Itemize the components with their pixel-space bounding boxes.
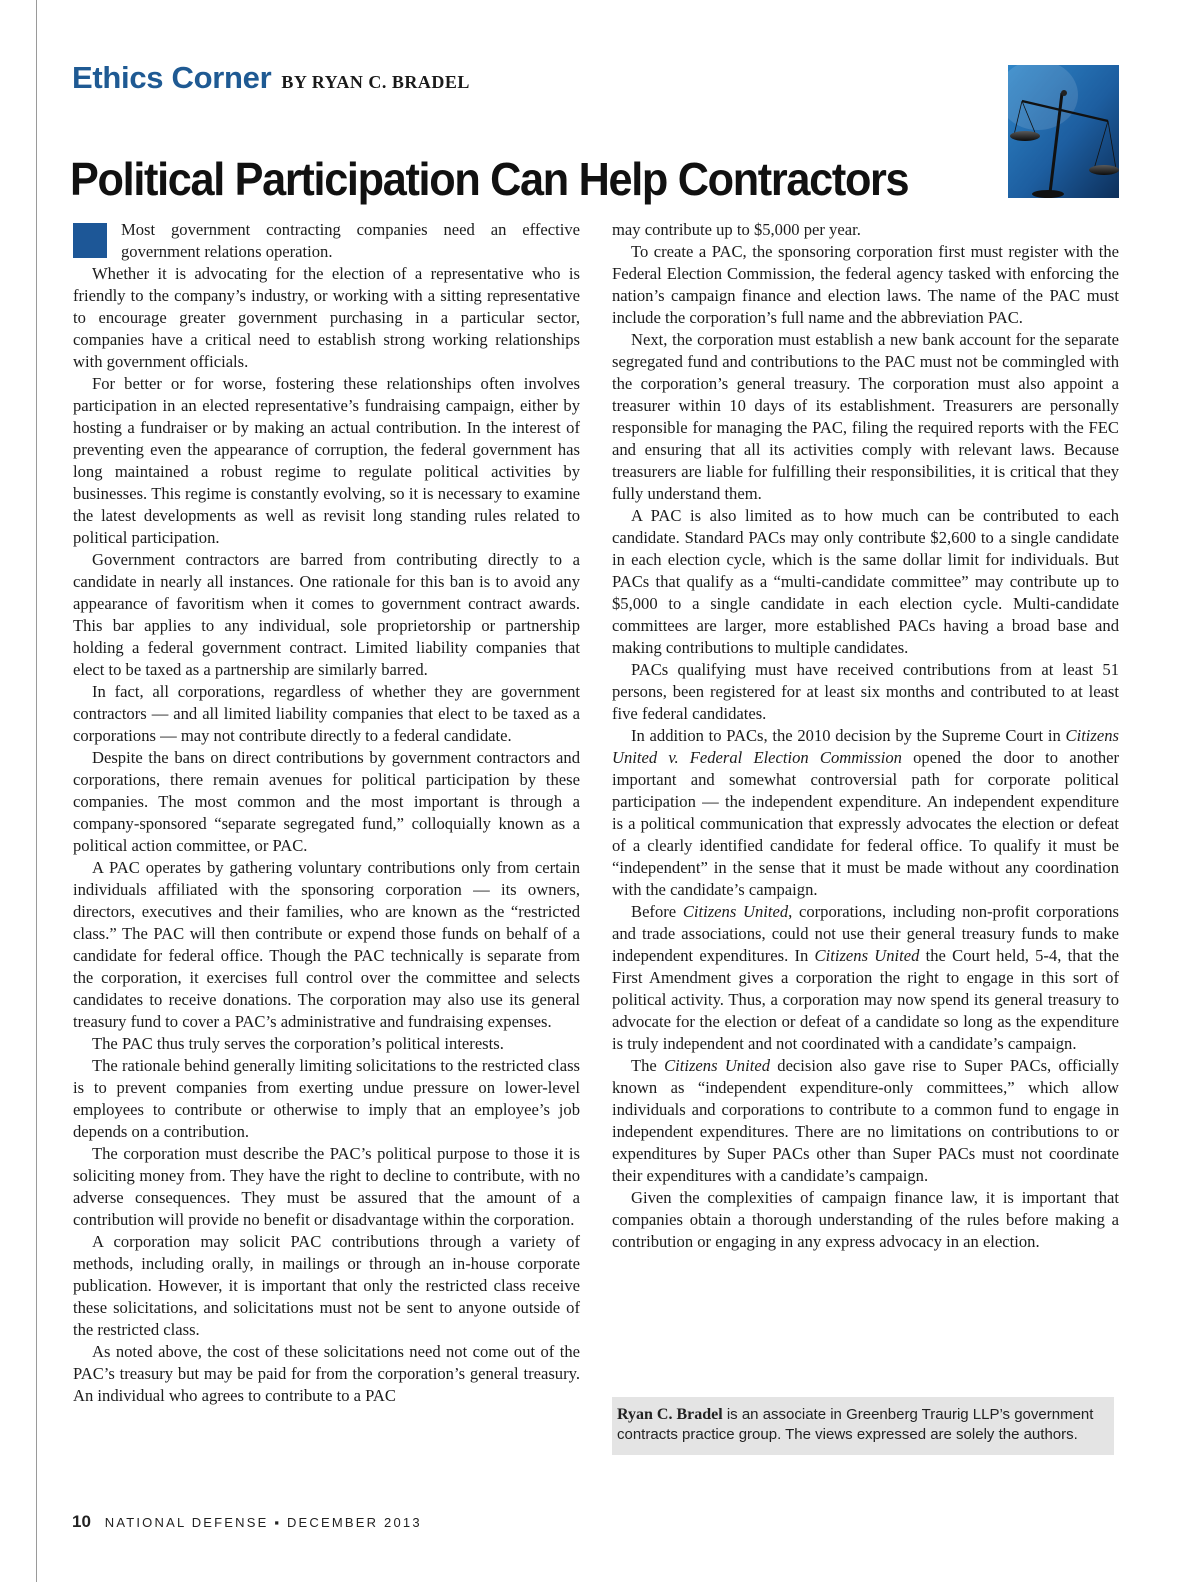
byline: BY RYAN C. BRADEL (281, 72, 470, 92)
article-paragraph: Next, the corporation must establish a new bank account for the separate segregated fund and contributions to the PAC must not be commingled with the corporation’s general treasury. The corporation must also appoint a treasurer within 10 days of its establishment. Treasurers are personally responsible for managing the PAC, filing the required reports with the FEC and ensuring that all its activities comply with relevant laws. Because treasurers are liable for fulfilling their responsibilities, it is critical that they fully understand them. (612, 330, 1119, 503)
article-paragraph: Government contractors are barred from contributing directly to a candidate in nearly all instances. One rationale for this ban is to avoid any appearance of favoritism when it comes to government contract awards. This bar applies to any individual, sole proprietorship or partnership holding a federal government contract. Limited liability companies that elect to be taxed as a partnership are similarly barred. (73, 550, 580, 679)
article-column-left (73, 219, 580, 1407)
author-bio-box (612, 1397, 1114, 1455)
footer-separator: ▪ (274, 1515, 282, 1530)
article-paragraph: The corporation must describe the PAC’s political purpose to those it is soliciting money from. They have the right to decline to contribute, with no adverse consequences. They must be assured that the amount of a contribution will provide no benefit or disadvantage within the corporation. (73, 1144, 580, 1229)
article-paragraph: A corporation may solicit PAC contributions through a variety of methods, including orally, in mailings or through an in-house corporate publication. However, it is important that only the restricted class receive these solicitations, and solicitations must not be sent to anyone outside of the restricted class. (73, 1232, 580, 1339)
article-paragraph: PACs qualifying must have received contributions from at least 51 persons, been registered for at least six months and contributed to at least five federal candidates. (612, 660, 1119, 723)
article-header (72, 60, 470, 96)
article-paragraph: A PAC operates by gathering voluntary contributions only from certain individuals affiliated with the sponsoring corporation — its owners, directors, executives and their families, who are known as the “restricted class.” The PAC will then contribute or expend those funds on behalf of a candidate for federal office. Though the PAC technically is separate from the corporation, it exercises full control over the committee and selects candidates to receive donations. The corporation may also use its general treasury fund to cover a PAC’s administrative and fundraising expenses. (73, 858, 580, 1031)
article-paragraph: Given the complexities of campaign finance law, it is important that companies obtain a thorough understanding of the rules before making a contribution or engaging in any express advocacy in an election. (612, 1188, 1119, 1251)
article-column-right (612, 219, 1119, 1253)
page-gutter-rule (36, 0, 37, 1582)
author-bio: is an associate in Greenberg Traurig LLP’s government contracts practice group. The views expressed are solely the authors. (617, 1406, 1094, 1443)
case-name: Citizens United (664, 1056, 770, 1075)
article-paragraph: In addition to PACs, the 2010 decision by the Supreme Court in Citizens United v. Federal Election Commission opened the door to another important and somewhat controversial path for corporate political participation — the independent expenditure. An independent expenditure is a political communication that expressly advocates the election or defeat of a clearly identified candidate for federal office. To qualify it must be “independent” in the sense that it must be made without any coordination with the candidate’s campaign. (612, 726, 1120, 899)
case-name: Citizens United (814, 946, 920, 965)
headline: Political Participation Can Help Contractors (70, 153, 909, 205)
article-paragraph: The PAC thus truly serves the corporation’s political interests. (92, 1034, 504, 1053)
article-paragraph: Whether it is advocating for the election of a representative who is friendly to the company’s industry, or working with a sitting representative to encourage greater government purchasing in a particular sector, companies have a critical need to establish strong working relationships with government officials. (73, 264, 580, 371)
author-name: Ryan C. Bradel (617, 1406, 723, 1423)
article-paragraph: Despite the bans on direct contributions by government contractors and corporations, there remain avenues for political participation by these companies. The most common and the most important is through a company-sponsored “separate segregated fund,” colloquially known as a political action committee, or PAC. (73, 748, 580, 855)
publication-name: NATIONAL DEFENSE (104, 1515, 269, 1530)
article-paragraph: In fact, all corporations, regardless of whether they are government contractors — and all limited liability companies that elect to be taxed as a corporations — may not contribute directly to a federal candidate. (73, 682, 580, 745)
article-paragraph: To create a PAC, the sponsoring corporation first must register with the Federal Election Commission, the federal agency tasked with enforcing the nation’s campaign finance and election laws. The name of the PAC must include the corporation’s full name and the abbreviation PAC. (612, 242, 1119, 327)
article-paragraph-continued: may contribute up to $5,000 per year. (612, 220, 861, 239)
article-paragraph: For better or for worse, fostering these relationships often involves participation in an elected representative’s fundraising campaign, either by hosting a fundraiser or by making an actual contribution. In the interest of preventing even the appearance of corruption, the federal government has long maintained a robust regime to regulate political activities by businesses. This regime is constantly evolving, so it is necessary to examine the latest developments as well as revisit long standing rules related to political participation. (73, 374, 580, 547)
article-paragraph: Most government contracting companies need an effective government relations operation. (73, 219, 580, 263)
article-paragraph: The Citizens United decision also gave rise to Super PACs, officially known as “independent expenditure-only committees,” which allow individuals and corporations to contribute to a common fund to engage in independent expenditures. There are no limitations on contributions to or expenditures by Super PACs other than Super PACs must not coordinate their expenditures with a candidate’s campaign. (612, 1056, 1119, 1185)
case-name: Citizens United (682, 902, 789, 921)
section-title: Ethics Corner (72, 60, 272, 95)
article-paragraph: A PAC is also limited as to how much can be contributed to each candidate. Standard PACs may only contribute $2,600 to a single candidate in each election cycle, which is the same dollar limit for individuals. But PACs that qualify as a “multi-candidate committee” may contribute up to $5,000 to a single candidate in each election cycle. Multi-candidate committees are larger, more established PACs having a broad base and making contributions to multiple candidates. (612, 506, 1119, 657)
article-paragraph: The rationale behind generally limiting solicitations to the restricted class is to prevent companies from exerting undue pressure on lower-level employees to contribute or otherwise to imply that an employee’s job depends on a contribution. (73, 1056, 580, 1141)
scales-of-justice-icon (1008, 65, 1119, 198)
case-name: Citizens United v. Federal Election Commission (612, 726, 1119, 767)
drop-cap-square (73, 223, 107, 258)
page-number: 10 (72, 1512, 91, 1531)
article-paragraph: Before Citizens United, corporations, including non-profit corporations and trade associations, could not use their general treasury funds to make independent expenditures. In Citizens United the Court held, 5-4, that the First Amendment gives a corporation the right to engage in this sort of political activity. Thus, a corporation may now spend its general treasury to advocate for the election or defeat of a candidate so long as the expenditure is truly independent and not coordinated with a candidate’s campaign. (612, 902, 1120, 1053)
issue-date: DECEMBER 2013 (286, 1515, 422, 1530)
page-footer (72, 1512, 422, 1532)
article-paragraph: As noted above, the cost of these solicitations need not come out of the PAC’s treasury but may be paid for from the corporation’s general treasury. An individual who agrees to contribute to a PAC (73, 1342, 580, 1405)
